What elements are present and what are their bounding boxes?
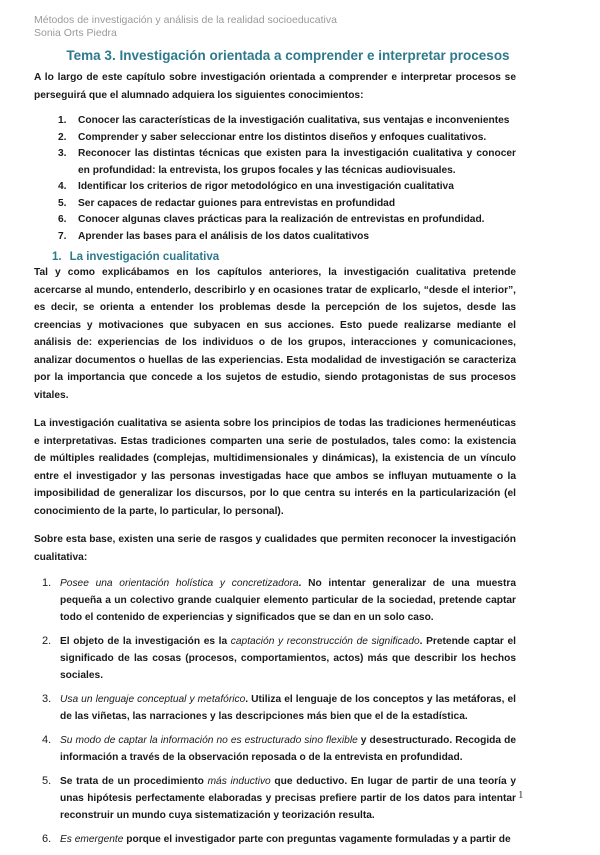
- objective-item: 7. Aprender las bases para el análisis de los datos cualitativos: [58, 230, 370, 242]
- objective-item: 3. Reconocer las distintas técnicas que existen para la investigación cualitativa y conocer en profundidad: la entrevista, los grupos focales y las técnicas audiovisuales.: [58, 148, 516, 176]
- trait-item: 1. Posee una orientación holística y concretizadora. No intentar generalizar de una muestra pequeña a un colectivo grande cualquier elemento particular de la sociedad, pretende captar todo el contenido de experiencias y significados que se dan en un solo caso.: [42, 577, 516, 623]
- body-paragraph-2: La investigación cualitativa se asienta sobre los principios de todas las tradiciones hermenéuticas e interpretativas. Estas tradiciones comparten una serie de postulados, tales como: la existencia de múltiples realidades (complejas, multidimensionales y dinámicas), la existencia de un vínculo entre el investigador y las personas investigadas hace que ambos se influyan mutuamente o la imposibilidad de generalizar los discursos, por lo que centra su interés en la particularización (el conocimiento de la parte, lo particular, lo personal).: [34, 418, 516, 517]
- objective-item: 2. Comprender y saber seleccionar entre los distintos diseños y enfoques cualitativos.: [58, 131, 487, 143]
- objective-item: 6. Conocer algunas claves prácticas para la realización de entrevistas en profundidad.: [58, 214, 485, 225]
- intro-paragraph: A lo largo de este capítulo sobre investigación orientada a comprender e interpretar procesos se perseguirá que el alumnado adquiera los siguientes conocimientos:: [34, 72, 516, 101]
- running-header-author: Sonia Orts Piedra: [34, 27, 117, 39]
- body-paragraph-1: Tal y como explicábamos en los capítulos anteriores, la investigación cualitativa pretende acercarse al mundo, entenderlo, describirlo y en ocasiones tratar de explicarlo, “desde el interior”, es decir, se orienta a entender los problemas desde la percepción de los sujetos, desde las creencias y motivaciones que subyacen en sus acciones. Esto puede realizarse mediante el análisis de: experiencias de los individuos o de los grupos, interacciones y comunicaciones, analizar documentos o huellas de las experiencias. Esta modalidad de investigación se caracteriza por la importancia que concede a los sujetos de estudio, siendo protagonistas de sus procesos vitales.: [34, 267, 516, 401]
- page-body: [34, 14, 516, 855]
- objective-item: 4. Identificar los criterios de rigor metodológico en una investigación cualitativa: [58, 181, 454, 192]
- trait-item: 5. Se trata de un procedimiento más inductivo que deductivo. En lugar de partir de una teoría y unas hipótesis perfectamente elaboradas y precisas prefiere partir de los datos para intentar reconstruir un mundo cuya sistematización y teorización resulta.: [42, 775, 517, 821]
- chapter-title: Tema 3. Investigación orientada a comprender e interpretar procesos: [66, 48, 510, 63]
- traits-list: [34, 575, 516, 848]
- trait-item: 6. Es emergente porque el investigador parte con preguntas vagamente formuladas y a partir de: [42, 833, 511, 845]
- trait-item: 4. Su modo de captar la información no es estructurado sino flexible y desestructurado. Recogida de información a través de la observación reposada o de la entrevista en profundidad.: [42, 734, 516, 763]
- section-heading: 1. La investigación cualitativa: [52, 251, 220, 263]
- page-number: 1: [518, 789, 524, 801]
- objective-item: 5. Ser capaces de redactar guiones para entrevistas en profundidad: [58, 197, 396, 209]
- body-paragraph-3: Sobre esta base, existen una serie de rasgos y cualidades que permiten reconocer la investigación cualitativa:: [34, 534, 516, 563]
- trait-item: 3. Usa un lenguaje conceptual y metafórico. Utiliza el lenguaje de los conceptos y las metáforas, el de las viñetas, las narraciones y las descripciones más bien que el de la estadística.: [42, 693, 516, 722]
- trait-item: 2. El objeto de la investigación es la captación y reconstrucción de significado. Pretende captar el significado de las cosas (procesos, comportamientos, actos) más que describir los hechos sociales.: [42, 635, 516, 681]
- objectives-list: [34, 113, 516, 245]
- running-header-course: Métodos de investigación y análisis de la realidad socioeducativa: [34, 14, 337, 26]
- objective-item: 1. Conocer las características de la investigación cualitativa, sus ventajas e inconvenientes: [58, 115, 510, 126]
